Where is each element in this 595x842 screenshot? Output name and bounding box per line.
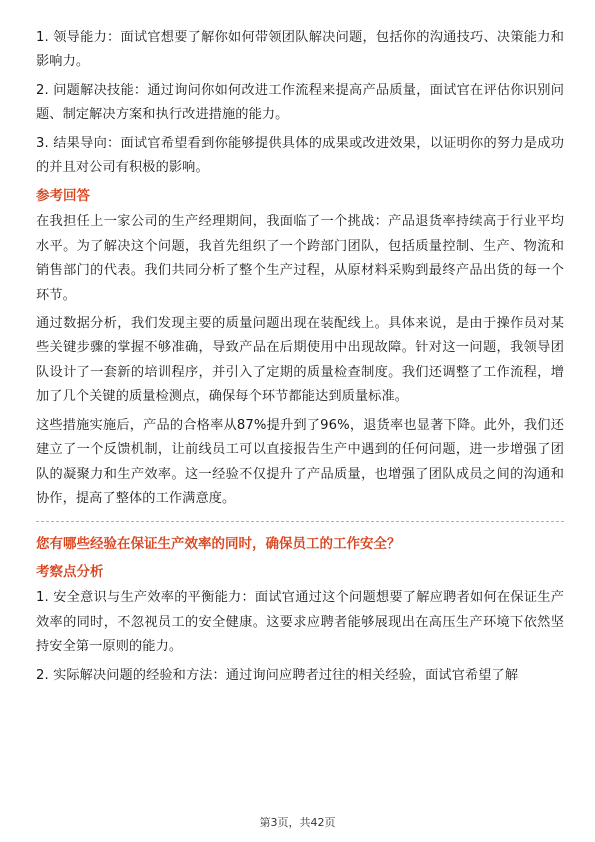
analysis-heading: 考察点分析	[36, 564, 104, 581]
answer-heading: 参考回答	[36, 188, 90, 205]
section-divider	[36, 521, 564, 522]
analysis-item-1: 1. 安全意识与生产效率的平衡能力：面试官通过这个问题想要了解应聘者如何在保证生产效率的同时，不忽视员工的安全健康。这要求应聘者能够展现出在高压生产环境下依然坚持安全第一原则的能力。	[36, 590, 564, 655]
intro-item-3: 3. 结果导向：面试官希望看到你能够提供具体的成果或改进效果，以证明你的努力是成功的并且对公司有积极的影响。	[36, 135, 564, 176]
analysis-item-2: 2. 实际解决问题的经验和方法：通过询问应聘者过往的相关经验，面试官希望了解	[36, 667, 519, 683]
question-heading: 您有哪些经验在保证生产效率的同时，确保员工的工作安全？	[36, 536, 401, 553]
answer-paragraph-1: 在我担任上一家公司的生产经理期间，我面临了一个挑战：产品退货率持续高于行业平均水平。为了解决这个问题，我首先组织了一个跨部门团队，包括质量控制、生产、物流和销售部门的代表。我们共同分析了整个生产过程，从原材料采购到最终产品出货的每一个环节。	[36, 214, 564, 303]
intro-item-1: 1. 领导能力：面试官想要了解你如何带领团队解决问题，包括你的沟通技巧、决策能力和影响力。	[36, 30, 564, 70]
intro-item-2: 2. 问题解决技能：通过询问你如何改进工作流程来提高产品质量，面试官在评估你识别问题、制定解决方案和执行改进措施的能力。	[36, 82, 564, 123]
page-content	[36, 26, 564, 692]
page-number: 第3页，共42页	[259, 816, 336, 829]
answer-paragraph-3: 这些措施实施后，产品的合格率从87%提升到了96%，退货率也显著下降。此外，我们还建立了一个反馈机制，让前线员工可以直接报告生产中遇到的任何问题，进一步增强了团队的凝聚力和生产效率。这一经验不仅提升了产品质量，也增强了团队成员之间的沟通和协作，提高了整体的工作满意度。	[36, 417, 564, 506]
answer-paragraph-2: 通过数据分析，我们发现主要的质量问题出现在装配线上。具体来说，是由于操作员对某些关键步骤的掌握不够准确，导致产品在后期使用中出现故障。针对这一问题，我领导团队设计了一套新的培训程序，并引入了定期的质量检查制度。我们还调整了工作流程，增加了几个关键的质量检测点，确保每个环节都能达到质量标准。	[36, 316, 564, 405]
